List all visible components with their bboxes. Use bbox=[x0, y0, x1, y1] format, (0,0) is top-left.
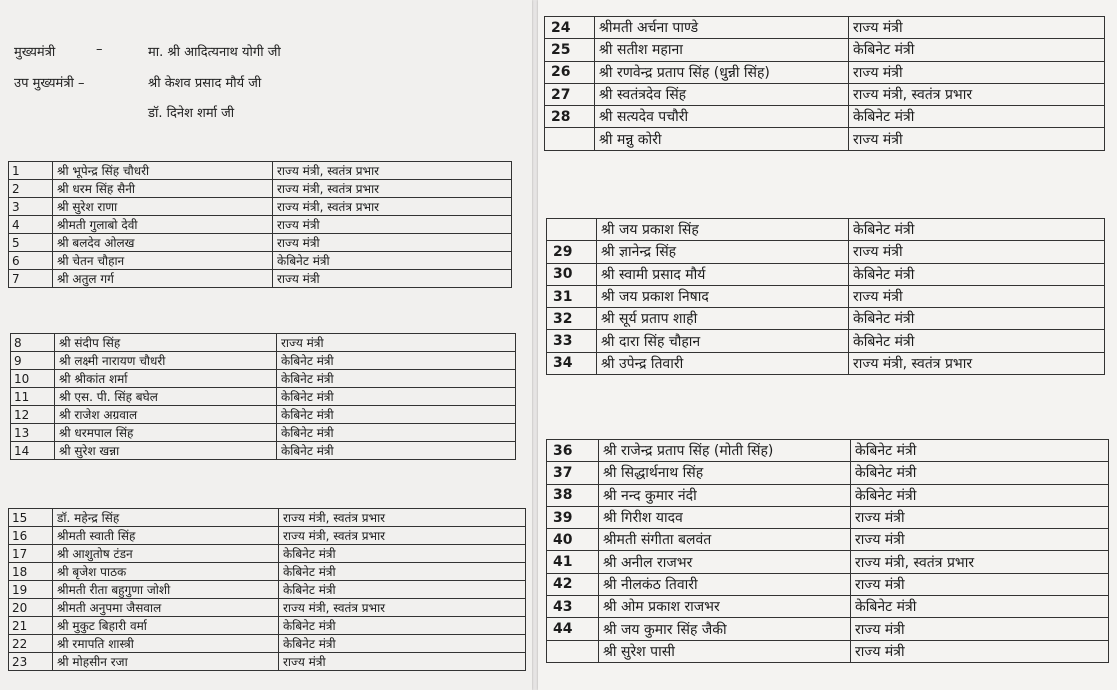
table-row bbox=[9, 180, 512, 198]
portfolio-cell: राज्य मंत्री, स्वतंत्र प्रभार bbox=[851, 551, 1109, 573]
table-row bbox=[545, 39, 1105, 61]
minister-table bbox=[10, 333, 516, 460]
serial-number-cell: 30 bbox=[547, 263, 597, 285]
table-row bbox=[9, 198, 512, 216]
portfolio-cell: केबिनेट मंत्री bbox=[849, 330, 1105, 352]
portfolio-cell: केबिनेट मंत्री bbox=[273, 252, 512, 270]
minister-name-cell: श्री अतुल गर्ग bbox=[53, 270, 273, 288]
portfolio-cell: केबिनेट मंत्री bbox=[851, 484, 1109, 506]
minister-name-cell: श्री सुरेश पासी bbox=[599, 640, 851, 662]
serial-number-cell: 27 bbox=[545, 83, 595, 105]
serial-number-cell: 9 bbox=[11, 352, 55, 370]
portfolio-cell: केबिनेट मंत्री bbox=[277, 442, 516, 460]
portfolio-cell: केबिनेट मंत्री bbox=[279, 581, 526, 599]
minister-table bbox=[546, 439, 1109, 663]
minister-name-cell: श्री आशुतोष टंडन bbox=[53, 545, 279, 563]
serial-number-cell: 44 bbox=[547, 618, 599, 640]
portfolio-cell: केबिनेट मंत्री bbox=[279, 635, 526, 653]
minister-name-cell: श्री ओम प्रकाश राजभर bbox=[599, 596, 851, 618]
minister-name-cell: श्री बृजेश पाठक bbox=[53, 563, 279, 581]
table-row bbox=[545, 61, 1105, 83]
minister-name-cell: श्री लक्ष्मी नारायण चौधरी bbox=[55, 352, 277, 370]
table-row bbox=[547, 285, 1105, 307]
serial-number-cell: 40 bbox=[547, 529, 599, 551]
table-row bbox=[11, 406, 516, 424]
serial-number-cell: 14 bbox=[11, 442, 55, 460]
table-row bbox=[9, 545, 526, 563]
portfolio-cell: केबिनेट मंत्री bbox=[851, 596, 1109, 618]
serial-number-cell: 23 bbox=[9, 653, 53, 671]
portfolio-cell: राज्य मंत्री bbox=[273, 234, 512, 252]
portfolio-cell: केबिनेट मंत्री bbox=[277, 424, 516, 442]
serial-number-cell: 5 bbox=[9, 234, 53, 252]
minister-name-cell: श्रीमती स्वाती सिंह bbox=[53, 527, 279, 545]
table-row bbox=[11, 334, 516, 352]
minister-name-cell: श्री सिद्धार्थनाथ सिंह bbox=[599, 462, 851, 484]
minister-name-cell: श्री सतीश महाना bbox=[595, 39, 849, 61]
portfolio-cell: राज्य मंत्री bbox=[273, 216, 512, 234]
table-row bbox=[9, 617, 526, 635]
table-row bbox=[9, 270, 512, 288]
table-row bbox=[547, 219, 1105, 241]
table-row bbox=[9, 234, 512, 252]
serial-number-cell: 24 bbox=[545, 17, 595, 39]
table-row bbox=[547, 618, 1109, 640]
document-page-left bbox=[0, 0, 532, 690]
table-row bbox=[9, 653, 526, 671]
serial-number-cell: 25 bbox=[545, 39, 595, 61]
serial-number-cell bbox=[547, 640, 599, 662]
portfolio-cell: राज्य मंत्री bbox=[849, 61, 1105, 83]
portfolio-cell: केबिनेट मंत्री bbox=[849, 308, 1105, 330]
table-row bbox=[9, 509, 526, 527]
serial-number-cell: 11 bbox=[11, 388, 55, 406]
serial-number-cell: 34 bbox=[547, 352, 597, 374]
serial-number-cell: 41 bbox=[547, 551, 599, 573]
portfolio-cell: केबिनेट मंत्री bbox=[277, 388, 516, 406]
serial-number-cell: 6 bbox=[9, 252, 53, 270]
table-row bbox=[547, 241, 1105, 263]
serial-number-cell: 38 bbox=[547, 484, 599, 506]
serial-number-cell: 20 bbox=[9, 599, 53, 617]
serial-number-cell: 22 bbox=[9, 635, 53, 653]
table-row bbox=[11, 352, 516, 370]
table-row bbox=[9, 563, 526, 581]
minister-name-cell: श्रीमती गुलाबो देवी bbox=[53, 216, 273, 234]
serial-number-cell: 29 bbox=[547, 241, 597, 263]
minister-name-cell: श्री दारा सिंह चौहान bbox=[597, 330, 849, 352]
minister-name-cell: श्री सत्यदेव पचौरी bbox=[595, 106, 849, 128]
serial-number-cell bbox=[547, 219, 597, 241]
portfolio-cell: राज्य मंत्री bbox=[273, 270, 512, 288]
serial-number-cell: 43 bbox=[547, 596, 599, 618]
minister-name-cell: श्री सूर्य प्रताप शाही bbox=[597, 308, 849, 330]
portfolio-cell: राज्य मंत्री bbox=[849, 17, 1105, 39]
table-row bbox=[547, 573, 1109, 595]
portfolio-cell: राज्य मंत्री, स्वतंत्र प्रभार bbox=[279, 527, 526, 545]
table-row bbox=[547, 551, 1109, 573]
serial-number-cell: 28 bbox=[545, 106, 595, 128]
table-row bbox=[9, 599, 526, 617]
portfolio-cell: राज्य मंत्री, स्वतंत्र प्रभार bbox=[849, 83, 1105, 105]
portfolio-cell: राज्य मंत्री bbox=[279, 653, 526, 671]
portfolio-cell: केबिनेट मंत्री bbox=[277, 406, 516, 424]
table-row bbox=[547, 640, 1109, 662]
table-row bbox=[547, 529, 1109, 551]
table-row bbox=[547, 506, 1109, 528]
minister-name-cell: श्री जय कुमार सिंह जैकी bbox=[599, 618, 851, 640]
table-row bbox=[547, 440, 1109, 462]
serial-number-cell: 32 bbox=[547, 308, 597, 330]
table-row bbox=[9, 252, 512, 270]
minister-name-cell: श्री एस. पी. सिंह बघेल bbox=[55, 388, 277, 406]
serial-number-cell: 37 bbox=[547, 462, 599, 484]
minister-name-cell: श्री स्वतंत्रदेव सिंह bbox=[595, 83, 849, 105]
minister-name-cell: श्री संदीप सिंह bbox=[55, 334, 277, 352]
minister-name-cell: श्री श्रीकांत शर्मा bbox=[55, 370, 277, 388]
portfolio-cell: केबिनेट मंत्री bbox=[277, 370, 516, 388]
minister-table bbox=[546, 218, 1105, 375]
minister-name-cell: श्री रमापति शास्त्री bbox=[53, 635, 279, 653]
minister-table bbox=[8, 161, 512, 288]
portfolio-cell: राज्य मंत्री, स्वतंत्र प्रभार bbox=[273, 198, 512, 216]
serial-number-cell: 17 bbox=[9, 545, 53, 563]
table-row bbox=[545, 106, 1105, 128]
table-row bbox=[545, 17, 1105, 39]
table-row bbox=[9, 216, 512, 234]
minister-name-cell: श्री ज्ञानेन्द्र सिंह bbox=[597, 241, 849, 263]
chief-minister-role: मुख्यमंत्री bbox=[14, 45, 56, 60]
minister-name-cell: श्री अनील राजभर bbox=[599, 551, 851, 573]
serial-number-cell: 33 bbox=[547, 330, 597, 352]
portfolio-cell: राज्य मंत्री bbox=[849, 241, 1105, 263]
deputy-cm-name: श्री केशव प्रसाद मौर्य जी bbox=[148, 76, 262, 91]
portfolio-cell: केबिनेट मंत्री bbox=[849, 263, 1105, 285]
portfolio-cell: केबिनेट मंत्री bbox=[277, 352, 516, 370]
minister-name-cell: डॉ. महेन्द्र सिंह bbox=[53, 509, 279, 527]
portfolio-cell: राज्य मंत्री bbox=[849, 128, 1105, 150]
serial-number-cell: 31 bbox=[547, 285, 597, 307]
serial-number-cell: 16 bbox=[9, 527, 53, 545]
portfolio-cell: केबिनेट मंत्री bbox=[279, 545, 526, 563]
portfolio-cell: केबिनेट मंत्री bbox=[849, 219, 1105, 241]
portfolio-cell: केबिनेट मंत्री bbox=[279, 563, 526, 581]
portfolio-cell: राज्य मंत्री bbox=[851, 529, 1109, 551]
minister-name-cell: श्री चेतन चौहान bbox=[53, 252, 273, 270]
chief-minister-dash: – bbox=[96, 42, 103, 57]
table-row bbox=[11, 370, 516, 388]
table-row bbox=[11, 442, 516, 460]
portfolio-cell: राज्य मंत्री bbox=[851, 618, 1109, 640]
portfolio-cell: राज्य मंत्री bbox=[849, 285, 1105, 307]
serial-number-cell: 4 bbox=[9, 216, 53, 234]
minister-name-cell: श्री मन्नु कोरी bbox=[595, 128, 849, 150]
table-row bbox=[9, 581, 526, 599]
minister-name-cell: श्री स्वामी प्रसाद मौर्य bbox=[597, 263, 849, 285]
serial-number-cell bbox=[545, 128, 595, 150]
table-row bbox=[547, 308, 1105, 330]
portfolio-cell: राज्य मंत्री, स्वतंत्र प्रभार bbox=[849, 352, 1105, 374]
table-row bbox=[547, 462, 1109, 484]
serial-number-cell: 18 bbox=[9, 563, 53, 581]
portfolio-cell: केबिनेट मंत्री bbox=[851, 440, 1109, 462]
serial-number-cell: 12 bbox=[11, 406, 55, 424]
minister-name-cell: श्री सुरेश खन्ना bbox=[55, 442, 277, 460]
portfolio-cell: राज्य मंत्री, स्वतंत्र प्रभार bbox=[273, 162, 512, 180]
table-row bbox=[547, 330, 1105, 352]
serial-number-cell: 21 bbox=[9, 617, 53, 635]
table-row bbox=[545, 83, 1105, 105]
deputy-cm-role: उप मुख्यमंत्री – bbox=[14, 76, 85, 91]
minister-name-cell: श्रीमती अर्चना पाण्डे bbox=[595, 17, 849, 39]
portfolio-cell: राज्य मंत्री, स्वतंत्र प्रभार bbox=[279, 509, 526, 527]
table-row bbox=[547, 596, 1109, 618]
minister-name-cell: श्रीमती अनुपमा जैसवाल bbox=[53, 599, 279, 617]
table-row bbox=[11, 424, 516, 442]
minister-name-cell: श्री मुकुट बिहारी वर्मा bbox=[53, 617, 279, 635]
minister-name-cell: श्री रणवेन्द्र प्रताप सिंह (धुन्नी सिंह) bbox=[595, 61, 849, 83]
minister-name-cell: श्री राजेश अग्रवाल bbox=[55, 406, 277, 424]
serial-number-cell: 26 bbox=[545, 61, 595, 83]
table-row bbox=[11, 388, 516, 406]
minister-name-cell: श्री धरम सिंह सैनी bbox=[53, 180, 273, 198]
serial-number-cell: 39 bbox=[547, 506, 599, 528]
minister-name-cell: श्रीमती संगीता बलवंत bbox=[599, 529, 851, 551]
portfolio-cell: केबिनेट मंत्री bbox=[849, 39, 1105, 61]
serial-number-cell: 2 bbox=[9, 180, 53, 198]
serial-number-cell: 15 bbox=[9, 509, 53, 527]
portfolio-cell: राज्य मंत्री bbox=[277, 334, 516, 352]
serial-number-cell: 7 bbox=[9, 270, 53, 288]
portfolio-cell: राज्य मंत्री bbox=[851, 573, 1109, 595]
portfolio-cell: राज्य मंत्री bbox=[851, 506, 1109, 528]
table-row bbox=[9, 635, 526, 653]
serial-number-cell: 1 bbox=[9, 162, 53, 180]
minister-name-cell: श्रीमती रीता बहुगुणा जोशी bbox=[53, 581, 279, 599]
serial-number-cell: 19 bbox=[9, 581, 53, 599]
minister-name-cell: श्री नीलकंठ तिवारी bbox=[599, 573, 851, 595]
serial-number-cell: 8 bbox=[11, 334, 55, 352]
serial-number-cell: 10 bbox=[11, 370, 55, 388]
chief-minister-name: मा. श्री आदित्यनाथ योगी जी bbox=[148, 45, 281, 60]
serial-number-cell: 3 bbox=[9, 198, 53, 216]
portfolio-cell: राज्य मंत्री, स्वतंत्र प्रभार bbox=[273, 180, 512, 198]
table-row bbox=[9, 162, 512, 180]
minister-name-cell: श्री भूपेन्द्र सिंह चौधरी bbox=[53, 162, 273, 180]
deputy-cm-name: डॉ. दिनेश शर्मा जी bbox=[148, 106, 235, 121]
table-row bbox=[9, 527, 526, 545]
portfolio-cell: राज्य मंत्री, स्वतंत्र प्रभार bbox=[279, 599, 526, 617]
minister-name-cell: श्री गिरीश यादव bbox=[599, 506, 851, 528]
minister-name-cell: श्री नन्द कुमार नंदी bbox=[599, 484, 851, 506]
table-row bbox=[545, 128, 1105, 150]
portfolio-cell: राज्य मंत्री bbox=[851, 640, 1109, 662]
minister-table bbox=[544, 16, 1105, 151]
table-row bbox=[547, 263, 1105, 285]
minister-name-cell: श्री मोहसीन रजा bbox=[53, 653, 279, 671]
portfolio-cell: केबिनेट मंत्री bbox=[279, 617, 526, 635]
portfolio-cell: केबिनेट मंत्री bbox=[851, 462, 1109, 484]
minister-table bbox=[8, 508, 526, 671]
minister-name-cell: श्री जय प्रकाश निषाद bbox=[597, 285, 849, 307]
minister-name-cell: श्री उपेन्द्र तिवारी bbox=[597, 352, 849, 374]
minister-name-cell: श्री राजेन्द्र प्रताप सिंह (मोती सिंह) bbox=[599, 440, 851, 462]
document-page-right bbox=[538, 0, 1117, 690]
minister-name-cell: श्री सुरेश राणा bbox=[53, 198, 273, 216]
portfolio-cell: केबिनेट मंत्री bbox=[849, 106, 1105, 128]
serial-number-cell: 36 bbox=[547, 440, 599, 462]
minister-name-cell: श्री जय प्रकाश सिंह bbox=[597, 219, 849, 241]
serial-number-cell: 13 bbox=[11, 424, 55, 442]
minister-name-cell: श्री धरमपाल सिंह bbox=[55, 424, 277, 442]
table-row bbox=[547, 484, 1109, 506]
serial-number-cell: 42 bbox=[547, 573, 599, 595]
table-row bbox=[547, 352, 1105, 374]
minister-name-cell: श्री बलदेव ओलख bbox=[53, 234, 273, 252]
